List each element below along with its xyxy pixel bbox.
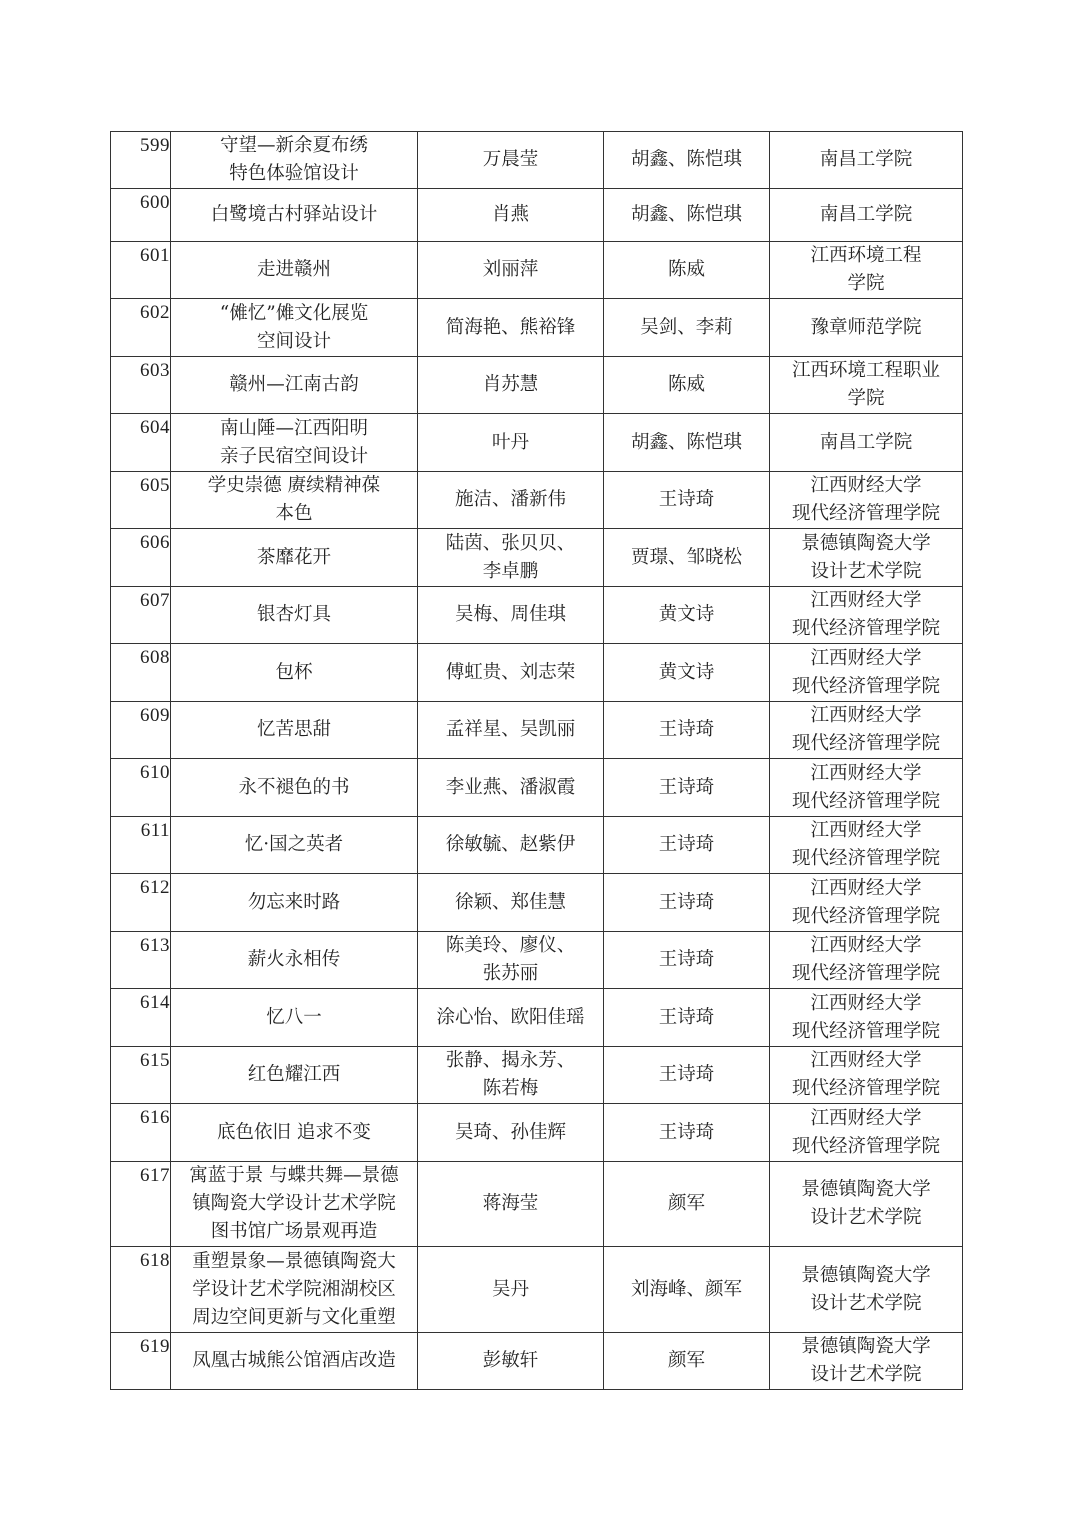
school: 江西财经大学 现代经济管理学院: [791, 762, 940, 812]
school-cell: [770, 587, 963, 644]
advisors: 刘海峰、颜军: [630, 1278, 742, 1300]
advisors-cell: [604, 472, 770, 529]
advisors-cell: [604, 357, 770, 414]
table-row: [111, 1104, 963, 1162]
authors-cell: [418, 414, 604, 472]
work-title-cell: [171, 1047, 418, 1104]
entry-number: 604: [140, 417, 170, 438]
authors: 吴梅、周佳琪: [454, 604, 566, 625]
work-title-cell: [171, 189, 418, 242]
advisors: 王诗琦: [658, 719, 715, 740]
advisors: 黄文诗: [658, 661, 715, 683]
authors-cell: [418, 472, 604, 529]
advisors: 王诗琦: [658, 949, 715, 970]
school: 豫章师范学院: [810, 316, 922, 338]
school: 江西财经大学 现代经济管理学院: [791, 647, 940, 697]
table-body: [111, 132, 963, 1390]
table-row: [111, 874, 963, 932]
work-title-cell: [171, 242, 418, 299]
work-title-cell: [171, 1162, 418, 1247]
work-title: 白鹭境古村驿站设计: [210, 204, 378, 225]
entry-number-cell: [111, 587, 171, 644]
entry-number: 615: [140, 1050, 170, 1071]
table-row: [111, 132, 963, 189]
school: 江西财经大学 现代经济管理学院: [791, 1107, 940, 1157]
work-title: 忆·国之英者: [244, 834, 344, 855]
advisors: 吴剑、李莉: [640, 316, 733, 338]
work-title: 红色耀江西: [247, 1064, 341, 1085]
school: 江西财经大学 现代经济管理学院: [791, 820, 940, 869]
work-title: 南山陲—江西阳明 亲子民宿空间设计: [219, 417, 368, 467]
authors: 万晨莹: [482, 149, 539, 170]
table-row: [111, 414, 963, 472]
work-title-cell: [171, 874, 418, 932]
entry-number-cell: [111, 702, 171, 759]
school-cell: [770, 1333, 963, 1390]
work-title-cell: [171, 702, 418, 759]
authors: 肖燕: [491, 204, 529, 225]
table-row: [111, 817, 963, 874]
work-title: 薪火永相传: [247, 949, 341, 970]
advisors: 王诗琦: [658, 834, 715, 855]
authors-cell: [418, 189, 604, 242]
advisors-cell: [604, 1047, 770, 1104]
work-title: 底色依旧 追求不变: [217, 1121, 371, 1143]
school-cell: [770, 932, 963, 989]
table-row: [111, 242, 963, 299]
entry-number-cell: [111, 989, 171, 1047]
school: 景德镇陶瓷大学 设计艺术学院: [801, 1179, 931, 1228]
advisors: 胡鑫、陈恺琪: [630, 149, 742, 170]
entry-number: 614: [140, 992, 170, 1013]
school: 江西环境工程 学院: [810, 245, 922, 294]
advisors: 王诗琦: [658, 1064, 715, 1085]
school-cell: [770, 759, 963, 817]
table-row: [111, 989, 963, 1047]
school: 南昌工学院: [819, 149, 913, 170]
table-row: [111, 1047, 963, 1104]
advisors: 陈威: [667, 259, 705, 280]
work-title: 守望—新余夏布绣 特色体验馆设计: [219, 135, 368, 184]
entry-number-cell: [111, 529, 171, 587]
authors: 蒋海莹: [482, 1193, 539, 1214]
authors-cell: [418, 759, 604, 817]
entry-number: 599: [140, 135, 170, 156]
school-cell: [770, 1247, 963, 1333]
authors: 徐敏毓、赵紫伊: [445, 834, 576, 855]
entry-number-cell: [111, 644, 171, 702]
advisors-cell: [604, 759, 770, 817]
work-title-cell: [171, 932, 418, 989]
entry-number: 606: [140, 532, 170, 553]
school: 景德镇陶瓷大学 设计艺术学院: [801, 1336, 931, 1385]
school-cell: [770, 644, 963, 702]
authors-cell: [418, 242, 604, 299]
authors: 孟祥星、吴凯丽: [445, 719, 576, 740]
school: 江西环境工程职业 学院: [791, 360, 940, 409]
advisors-cell: [604, 132, 770, 189]
school-cell: [770, 529, 963, 587]
entry-number-cell: [111, 874, 171, 932]
authors-cell: [418, 644, 604, 702]
work-title-cell: [171, 817, 418, 874]
authors-cell: [418, 702, 604, 759]
work-title: 茶靡花开: [256, 546, 331, 568]
entry-number-cell: [111, 932, 171, 989]
school-cell: [770, 989, 963, 1047]
advisors-cell: [604, 702, 770, 759]
advisors: 黄文诗: [658, 604, 715, 625]
advisors-cell: [604, 874, 770, 932]
advisors-cell: [604, 1247, 770, 1333]
advisors-cell: [604, 1104, 770, 1162]
entry-number: 613: [140, 935, 170, 956]
table-row: [111, 759, 963, 817]
authors: 涂心怡、欧阳佳瑶: [436, 1006, 585, 1028]
entry-number: 617: [140, 1165, 170, 1186]
school-cell: [770, 189, 963, 242]
school-cell: [770, 132, 963, 189]
table-row: [111, 472, 963, 529]
authors-cell: [418, 587, 604, 644]
school-cell: [770, 472, 963, 529]
advisors: 王诗琦: [658, 1006, 715, 1028]
table-row: [111, 1333, 963, 1390]
advisors-cell: [604, 1333, 770, 1390]
authors: 陆茵、张贝贝、 李卓鹏: [445, 532, 576, 582]
work-title: 走进赣州: [256, 259, 331, 280]
school-cell: [770, 1162, 963, 1247]
advisors: 胡鑫、陈恺琪: [630, 431, 742, 453]
school-cell: [770, 357, 963, 414]
school: 景德镇陶瓷大学 设计艺术学院: [801, 532, 931, 582]
entry-number-cell: [111, 1047, 171, 1104]
entry-number: 600: [140, 192, 170, 213]
advisors: 王诗琦: [658, 891, 715, 913]
advisors-cell: [604, 989, 770, 1047]
table-row: [111, 932, 963, 989]
work-title-cell: [171, 529, 418, 587]
table-row: [111, 357, 963, 414]
advisors-cell: [604, 644, 770, 702]
table-row: [111, 1162, 963, 1247]
work-title-cell: [171, 472, 418, 529]
advisors-cell: [604, 242, 770, 299]
advisors-cell: [604, 587, 770, 644]
table-row: [111, 529, 963, 587]
authors: 徐颖、郑佳慧: [454, 891, 566, 913]
entry-number: 609: [140, 705, 170, 726]
school: 景德镇陶瓷大学 设计艺术学院: [801, 1264, 931, 1314]
work-title-cell: [171, 989, 418, 1047]
authors: 傅虹贵、刘志荣: [445, 661, 576, 683]
authors: 陈美玲、廖仪、 张苏丽: [445, 935, 576, 984]
entry-number-cell: [111, 414, 171, 472]
work-title: 银杏灯具: [256, 604, 331, 625]
table-row: [111, 299, 963, 357]
advisors: 贾璟、邹晓松: [630, 546, 742, 568]
work-title-cell: [171, 587, 418, 644]
advisors-cell: [604, 1162, 770, 1247]
work-title: 忆八一: [266, 1006, 322, 1028]
authors-cell: [418, 1104, 604, 1162]
entry-number-cell: [111, 1162, 171, 1247]
advisors: 陈威: [667, 374, 705, 395]
work-title: 赣州—江南古韵: [229, 374, 359, 395]
entry-number-cell: [111, 1104, 171, 1162]
advisors-cell: [604, 529, 770, 587]
entry-number: 612: [140, 877, 170, 898]
entry-number: 611: [140, 820, 170, 841]
school: 江西财经大学 现代经济管理学院: [791, 877, 940, 927]
entry-number-cell: [111, 472, 171, 529]
authors: 李业燕、潘淑霞: [445, 776, 576, 798]
entry-number-cell: [111, 817, 171, 874]
entry-number: 601: [140, 245, 170, 266]
school-cell: [770, 299, 963, 357]
entry-number: 618: [140, 1250, 170, 1271]
work-title-cell: [171, 644, 418, 702]
school: 江西财经大学 现代经济管理学院: [791, 590, 940, 639]
authors: 张静、揭永芳、 陈若梅: [445, 1050, 576, 1099]
authors-cell: [418, 1047, 604, 1104]
entry-number-cell: [111, 242, 171, 299]
entry-number-cell: [111, 299, 171, 357]
table-row: [111, 587, 963, 644]
authors-cell: [418, 1333, 604, 1390]
work-title: “傩忆”傩文化展览 空间设计: [219, 302, 369, 352]
authors-cell: [418, 1247, 604, 1333]
entry-number-cell: [111, 1333, 171, 1390]
authors-cell: [418, 357, 604, 414]
entry-number: 610: [140, 762, 170, 783]
authors-cell: [418, 817, 604, 874]
authors: 简海艳、熊裕锋: [445, 316, 576, 338]
entry-number: 608: [140, 647, 170, 668]
authors-cell: [418, 932, 604, 989]
advisors: 胡鑫、陈恺琪: [630, 204, 742, 225]
school-cell: [770, 702, 963, 759]
work-title: 包杯: [275, 661, 313, 683]
advisors: 王诗琦: [658, 1121, 715, 1143]
advisors-cell: [604, 414, 770, 472]
entry-number: 605: [140, 475, 170, 496]
authors-cell: [418, 874, 604, 932]
table-row: [111, 189, 963, 242]
authors: 刘丽萍: [482, 259, 539, 280]
school-cell: [770, 242, 963, 299]
work-title-cell: [171, 132, 418, 189]
entry-number-cell: [111, 132, 171, 189]
work-title-cell: [171, 414, 418, 472]
school-cell: [770, 414, 963, 472]
table-row: [111, 644, 963, 702]
work-title: 忆苦思甜: [256, 719, 331, 740]
work-title-cell: [171, 759, 418, 817]
work-title: 学史崇德 赓续精神葆 本色: [207, 475, 381, 524]
advisors-cell: [604, 932, 770, 989]
table-row: [111, 702, 963, 759]
entry-number-cell: [111, 189, 171, 242]
entry-number: 619: [140, 1336, 170, 1357]
work-title: 永不褪色的书: [238, 776, 350, 798]
work-title: 寓蓝于景 与蝶共舞—景德 镇陶瓷大学设计艺术学院 图书馆广场景观再造: [189, 1165, 399, 1242]
school: 江西财经大学 现代经济管理学院: [791, 475, 940, 524]
table-row: [111, 1247, 963, 1333]
advisors-cell: [604, 817, 770, 874]
authors-cell: [418, 132, 604, 189]
work-title-cell: [171, 1247, 418, 1333]
school: 江西财经大学 现代经济管理学院: [791, 705, 940, 754]
entry-number: 602: [140, 302, 170, 323]
advisors: 王诗琦: [658, 489, 715, 510]
school-cell: [770, 874, 963, 932]
work-title-cell: [171, 357, 418, 414]
advisors-cell: [604, 299, 770, 357]
school-cell: [770, 817, 963, 874]
school-cell: [770, 1104, 963, 1162]
authors-cell: [418, 989, 604, 1047]
work-title: 重塑景象—景德镇陶瓷大 学设计艺术学院湘湖校区 周边空间更新与文化重塑: [192, 1250, 396, 1328]
school: 江西财经大学 现代经济管理学院: [791, 992, 940, 1042]
entry-number: 616: [140, 1107, 170, 1128]
authors: 施洁、潘新伟: [454, 489, 566, 510]
entry-number: 603: [140, 360, 170, 381]
work-title: 勿忘来时路: [247, 891, 341, 913]
school: 南昌工学院: [819, 431, 913, 453]
authors-cell: [418, 299, 604, 357]
work-title-cell: [171, 1333, 418, 1390]
school: 江西财经大学 现代经济管理学院: [791, 1050, 940, 1099]
entry-number-cell: [111, 1247, 171, 1333]
school-cell: [770, 1047, 963, 1104]
school: 江西财经大学 现代经济管理学院: [791, 935, 940, 984]
advisors: 颜军: [667, 1350, 705, 1371]
entry-number-cell: [111, 759, 171, 817]
authors: 彭敏轩: [482, 1350, 539, 1371]
work-title-cell: [171, 299, 418, 357]
school: 南昌工学院: [819, 204, 913, 225]
work-title: 凤凰古城熊公馆酒店改造: [192, 1350, 396, 1371]
authors: 吴丹: [491, 1278, 529, 1300]
authors-cell: [418, 529, 604, 587]
entry-number-cell: [111, 357, 171, 414]
authors-cell: [418, 1162, 604, 1247]
entry-number: 607: [140, 590, 170, 611]
authors: 肖苏慧: [482, 374, 539, 395]
authors: 叶丹: [491, 431, 529, 453]
advisors: 王诗琦: [658, 776, 715, 798]
authors: 吴琦、孙佳辉: [454, 1121, 566, 1143]
advisors: 颜军: [667, 1193, 705, 1214]
work-title-cell: [171, 1104, 418, 1162]
advisors-cell: [604, 189, 770, 242]
award-list-table: [110, 131, 963, 1390]
